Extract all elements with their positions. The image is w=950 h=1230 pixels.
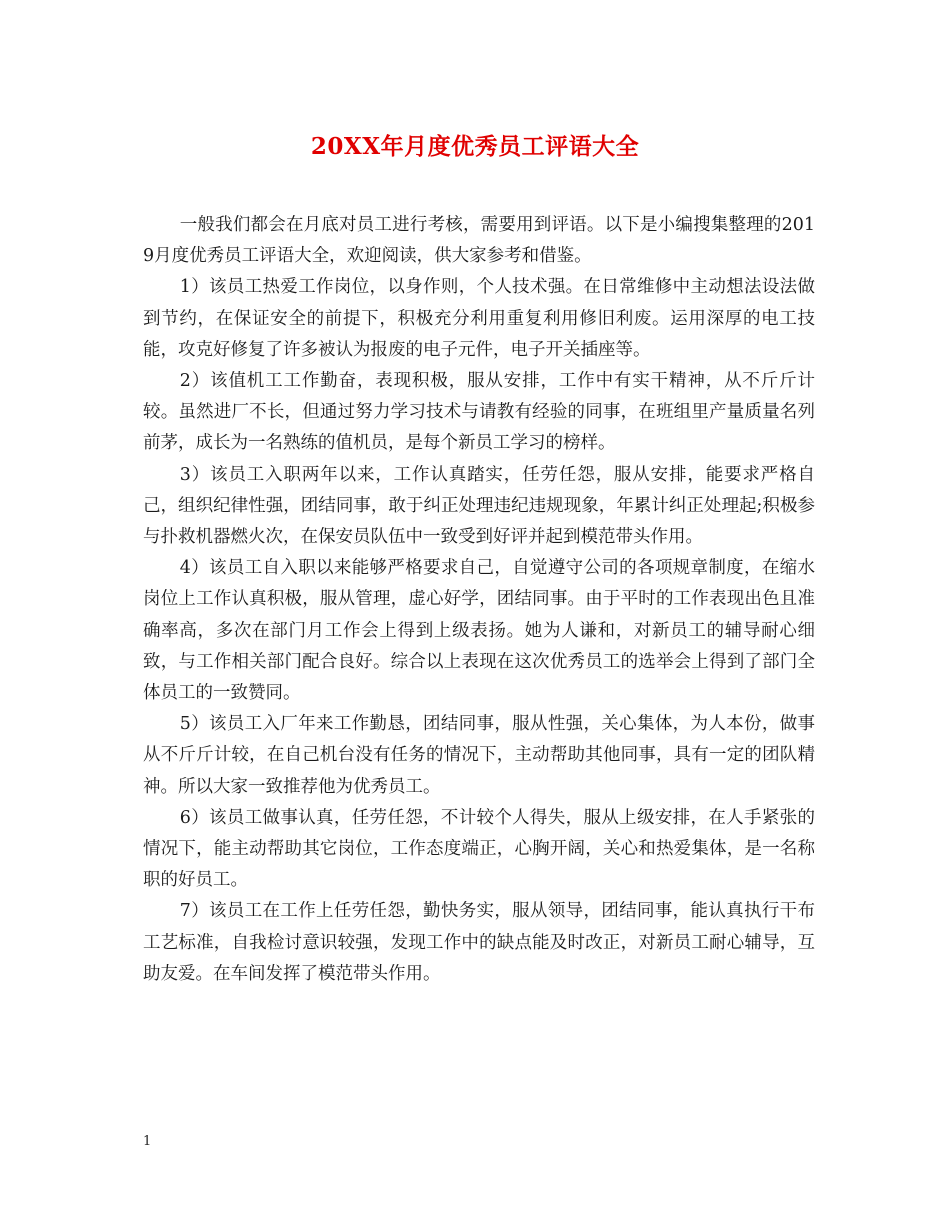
document-body [143,210,815,990]
comment-paragraph-1: 1）该员工热爱工作岗位，以身作则，个人技术强。在日常维修中主动想法设法做到节约，在保证安全的前提下，积极充分利用重复利用修旧利废。运用深厚的电工技能，攻克好修复了许多被认为报废的电子元件，电子开关插座等。 [143,277,815,360]
page-number: 1 [143,1134,152,1149]
comment-paragraph-6: 6）该员工做事认真，任劳任怨，不计较个人得失，服从上级安排，在人手紧张的情况下，能主动帮助其它岗位，工作态度端正，心胸开阔，关心和热爱集体，是一名称职的好员工。 [143,807,815,891]
comment-paragraph-7: 7）该员工在工作上任劳任怨，勤快务实，服从领导，团结同事，能认真执行干布工艺标准，自我检讨意识较强，发现工作中的缺点能及时改正，对新员工耐心辅导，互助友爱。在车间发挥了模范带头作用。 [143,901,815,984]
comment-paragraph-2: 2）该值机工工作勤奋，表现积极，服从安排，工作中有实干精神，从不斤斤计较。虽然进厂不长，但通过努力学习技术与请教有经验的同事，在班组里产量质量名列前茅，成长为一名熟练的值机员，是每个新员工学习的榜样。 [143,371,815,454]
intro-paragraph: 一般我们都会在月底对员工进行考核，需要用到评语。以下是小编搜集整理的2019月度优秀员工评语大全，欢迎阅读，供大家参考和借鉴。 [143,215,815,267]
document-title: 20XX年月度优秀员工评语大全 [310,133,640,160]
comment-paragraph-5: 5）该员工入厂年来工作勤恳，团结同事，服从性强，关心集体，为人本份，做事从不斤斤计较，在自己机台没有任务的情况下，主动帮助其他同事，具有一定的团队精神。所以大家一致推荐他为优秀员工。 [143,714,815,797]
comment-paragraph-4: 4）该员工自入职以来能够严格要求自己，自觉遵守公司的各项规章制度，在缩水岗位上工作认真积极，服从管理，虚心好学，团结同事。由于平时的工作表现出色且准确率高，多次在部门月工作会上得到上级表扬。她为人谦和，对新员工的辅导耐心细致，与工作相关部门配合良好。综合以上表现在这次优秀员工的选举会上得到了部门全体员工的一致赞同。 [143,558,815,704]
comment-paragraph-3: 3）该员工入职两年以来，工作认真踏实，任劳任怨，服从安排，能要求严格自己，组织纪律性强，团结同事，敢于纠正处理违纪违规现象，年累计纠正处理起;积极参与扑救机器燃火次，在保安员队伍中一致受到好评并起到模范带头作用。 [143,464,815,548]
